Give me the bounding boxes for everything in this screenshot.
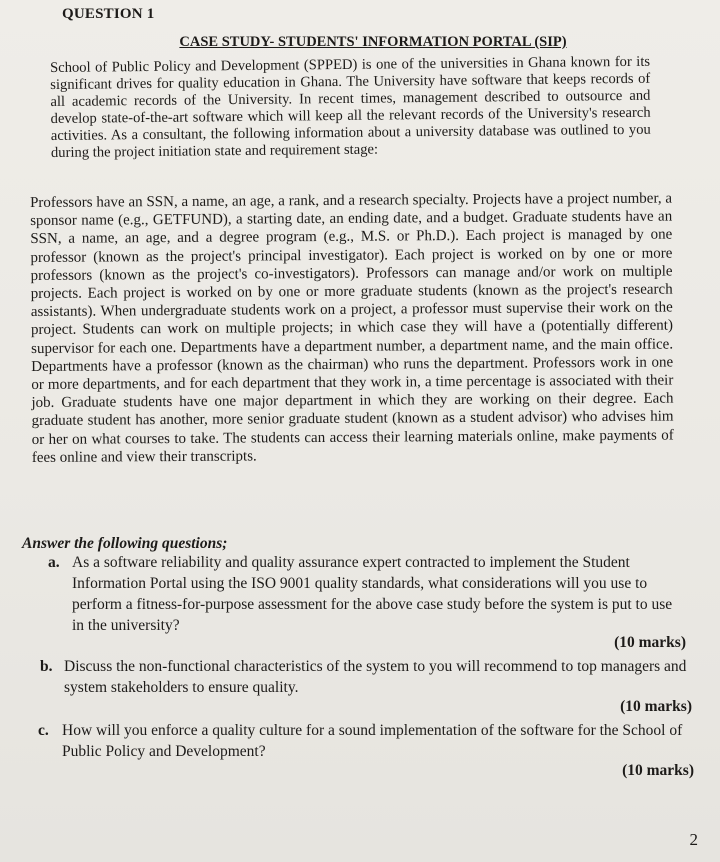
question-c (38, 720, 693, 762)
question-b-text: Discuss the non-functional characteristics of the system to you will recommend to top managers and system stakeholders to ensure quality. (64, 658, 687, 696)
question-c-marks: (10 marks) (622, 762, 694, 779)
question-b-letter: b. (40, 658, 53, 675)
question-a-text: As a software reliability and quality assurance expert contracted to implement the Student Information Portal using the ISO 9001 quality standards, what considerations will you use to perform a fitness-for-purpose assessment for the above case study before the system is put to use in the university? (72, 554, 673, 634)
question-a-letter: a. (48, 554, 60, 571)
question-b-marks: (10 marks) (620, 698, 692, 715)
question-c-text: How will you enforce a quality culture for a sound implementation of the software for the School of Public Policy and Development? (62, 722, 683, 760)
question-heading: QUESTION 1 (62, 6, 155, 22)
case-study-title: CASE STUDY- STUDENTS' INFORMATION PORTAL (SIP) (179, 34, 567, 50)
answer-instructions: Answer the following questions; (22, 535, 228, 552)
question-a (48, 552, 688, 636)
question-a-marks: (10 marks) (614, 634, 686, 651)
requirements-paragraph: Professors have an SSN, a name, an age, a rank, and a research specialty. Projects have a project number, a sponsor name (e.g., GETFUND), a starting date, an ending date, and a budget. Graduate students have an SSN, a name, an age, and a degree program (e.g., M.S. or Ph.D.). Each project is managed by one professor (known as the project's principal investigator). Each project is worked on by one or more professors (known as the project's co-investigators). Professors can manage and/or work on multiple projects. Each project is worked on by one or more graduate students (known as the project's research assistants). When undergraduate students work on a project, a professor must supervise their work on the project. Students can work on multiple projects; in which case they will have a (potentially different) supervisor for each one. Departments have a department number, a department name, and the main office. Departments have a professor (known as the chairman) who runs the department. Professors work in one or more departments, and for each department that they work in, a time percentage is associated with their job. Graduate students have one major department in which they are working on their degree. Each graduate student has another, more senior graduate student (known as a student advisor) who advises him or her on what courses to take. The students can access their learning materials online, make payments of fees online and view their transcripts. (30, 190, 674, 466)
question-b (40, 656, 690, 698)
question-c-letter: c. (38, 722, 49, 739)
intro-paragraph: School of Public Policy and Development (SPPED) is one of the universities in Ghana known for its significant drives for quality education in Ghana. The University have software that keeps records of all academic records of the University. In recent times, management described to outsource and develop state-of-the-art software which will keep all the relevant records of the University's research activities. As a consultant, the following information about a university database was outlined to you during the project initiation state and requirement stage: (50, 53, 651, 161)
page-number: 2 (689, 830, 698, 849)
